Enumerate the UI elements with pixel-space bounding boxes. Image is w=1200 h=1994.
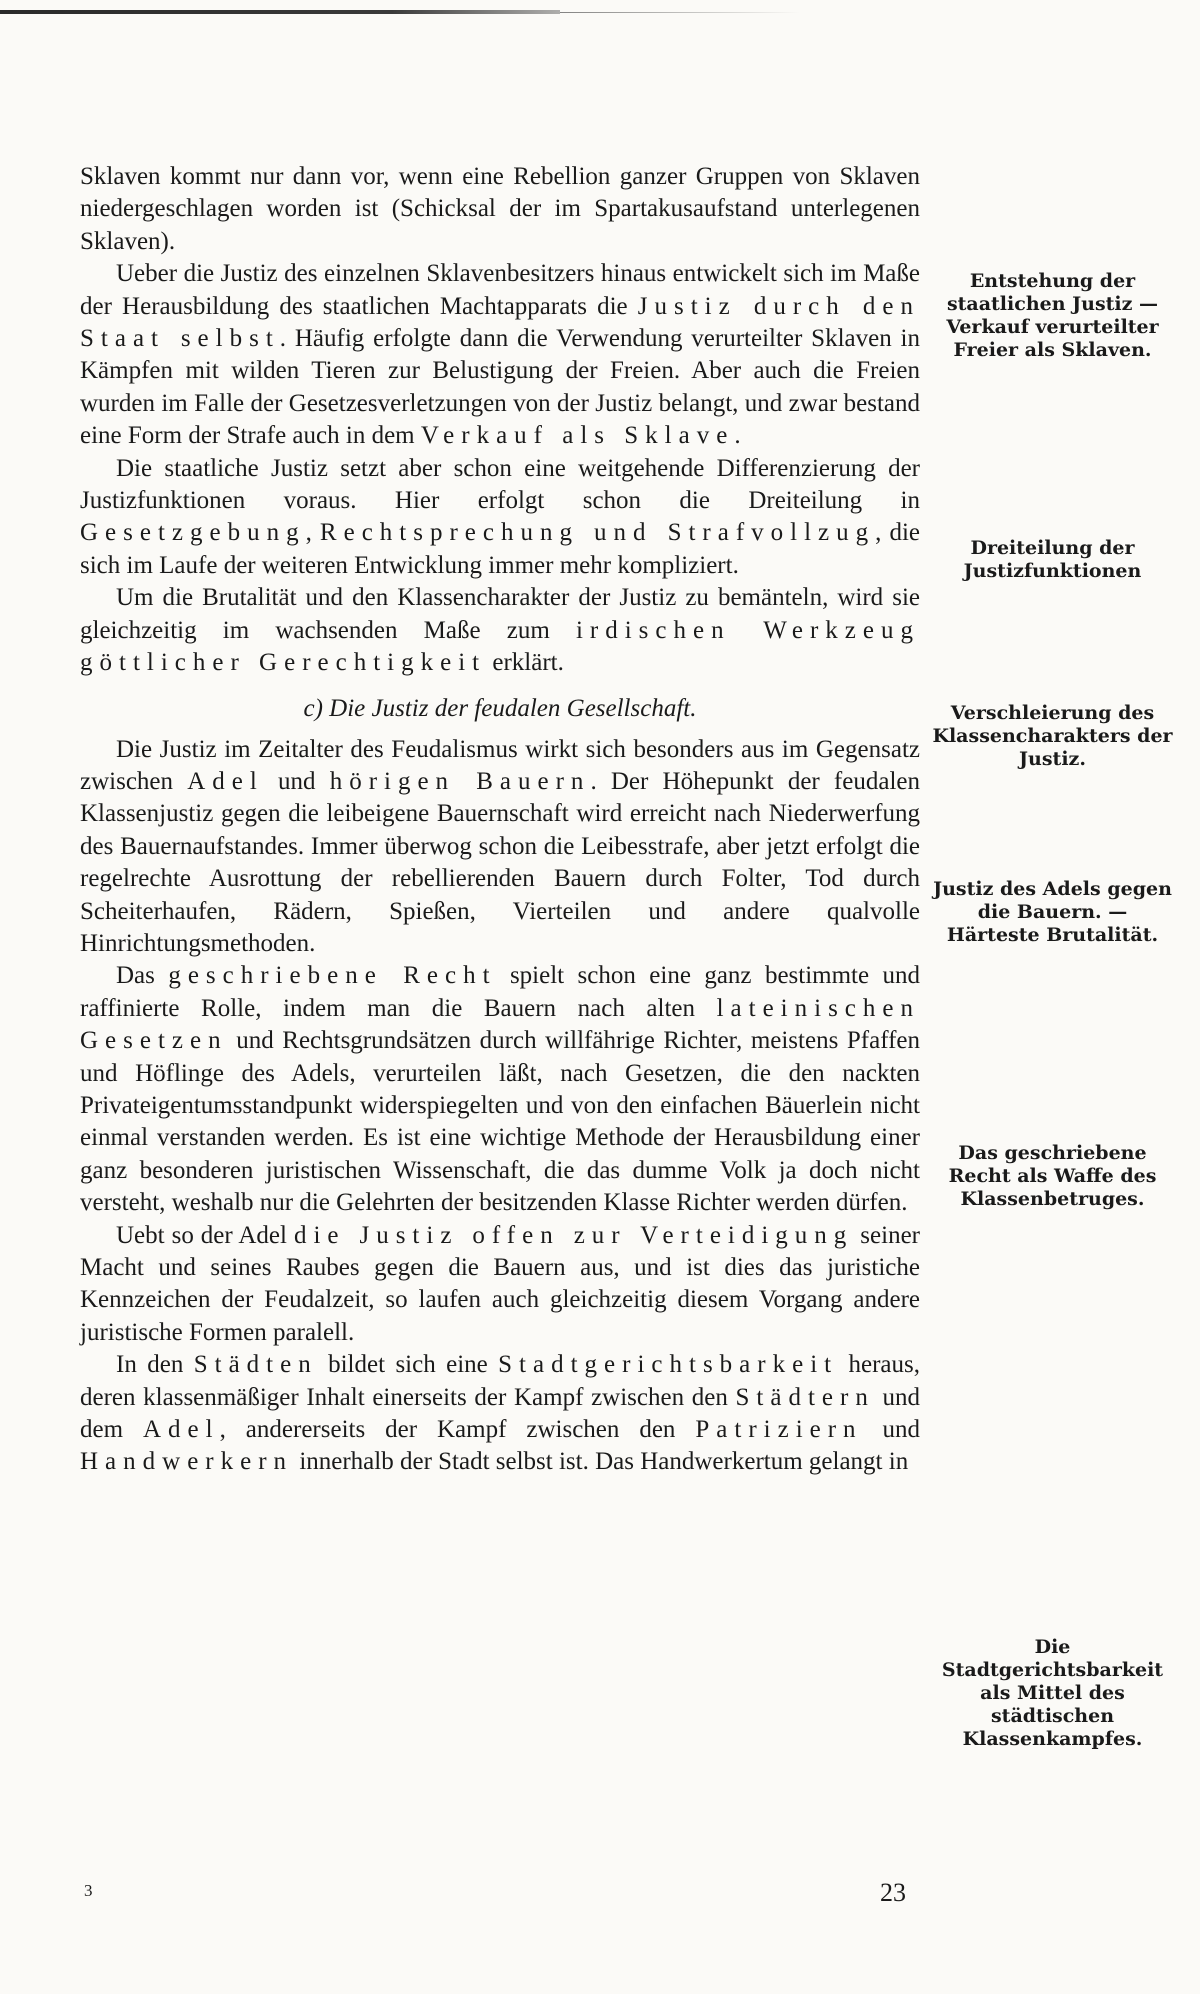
paragraph-staatliche-justiz: Ueber die Justiz des einzelnen Sklavenbesitzers hinaus entwickelt sich im Maße der Herausbildung des staatlichen Machtapparats die Justiz durch den Staat selbst. Häufig erfolgte dann die Verwendung verurteilter Sklaven in Kämpfen mit wilden Tieren zur Belustigung der Freien. Aber auch die Freien wurden im Falle der Gesetzesverletzungen von der Justiz belangt, und zwar bestand eine Form der Strafe auch in dem Verkauf als Sklave. <box>80 260 920 450</box>
paragraph-geschriebenes-recht: Das geschriebene Recht spielt schon eine ganz bestimmte und raffinierte Rolle, indem man die Bauern nach alten lateinischen Gesetzen und Rechtsgrundsätzen durch willfährige Richter, meistens Pfaffen und Höflinge des Adels, verurteilen läßt, nach Gesetzen, die den nackten Privateigentumsstandpunkt widerspiegelten und von den einfachen Bäuerlein nicht einmal verstanden werden. Es ist eine wichtige Methode der Herausbildung einer ganz besonderen juristischen Wissenschaft, die das dumme Volk ja doch nicht versteht, weshalb nur die Gelehrten der besitzenden Klasse Richter werden dürfen. <box>80 962 921 1217</box>
margin-note-stadtgericht: Die Stadtgerichtsbarkeit als Mittel des städtischen Klassenkampfes. <box>941 1636 1164 1750</box>
margin-note-adel-bauern: Justiz des Adels gegen die Bauern. — Härteste Brutalität. <box>933 878 1172 946</box>
spaced-emphasis: Städten <box>193 1351 318 1379</box>
margin-note-verschleierung: Verschleierung des Klassencharakters der Justiz. <box>932 702 1173 770</box>
paragraph-feudale-justiz: Die Justiz im Zeitalter des Feudalismus wirkt sich besonders aus im Gegensatz zwischen Adel und hörigen Bauern. Der Höhepunkt der feudalen Klassenjustiz gegen die leibeigene Bauernschaft wird erreicht nach Niederwerfung des Bauernaufstandes. Immer überwog schon die Leibesstrafe, aber jetzt erfolgt die regelrechte Ausrottung der rebellierenden Bauern durch Folter, Tod durch Scheiterhaufen, Rädern, Spießen, Vierteilen und andere qualvolle Hinrichtungsmethoden. <box>80 735 920 957</box>
paragraph-stadtgerichtsbarkeit: In den Städten bildet sich eine Stadtgerichtsbarkeit heraus, deren klassenmäßiger Inhalt einerseits der Kampf zwischen den Städtern und dem Adel, andererseits der Kampf zwischen den Patriziern und Handwerkern innerhalb der Stadt selbst ist. Das Handwerkertum gelangt in <box>80 1351 921 1476</box>
margin-note-geschriebenes-recht: Das geschriebene Recht als Waffe des Klassenbetruges. <box>948 1142 1157 1210</box>
paragraph-sklaven-rebellion: Sklaven kommt nur dann vor, wenn eine Rebellion ganzer Gruppen von Sklaven niedergeschlagen worden ist (Schicksal der im Spartakusaufstand unterlegenen Sklaven). <box>80 163 920 255</box>
signature-mark: 3 <box>84 1881 93 1900</box>
spaced-emphasis: Adel <box>187 767 264 795</box>
margin-note-entstehung: Entstehung der staatlichen Justiz — Verkauf verurteilter Freier als Sklaven. <box>946 270 1159 361</box>
paragraph-dreiteilung: Die staatliche Justiz setzt aber schon eine weitgehende Differenzierung der Justizfunktionen voraus. Hier erfolgt schon die Dreiteilung in Gesetzgebung, Rechtsprechung und Strafvollzug, die sich im Laufe der weiteren Entwicklung immer mehr kompliziert. <box>80 454 920 579</box>
spaced-emphasis: Städtern <box>735 1383 875 1411</box>
top-edge-rule-fade <box>560 12 800 13</box>
spaced-emphasis: hörigen Bauern <box>329 767 591 795</box>
page-number: 23 <box>880 1878 906 1907</box>
spaced-emphasis: Gesetzgebung <box>80 519 306 547</box>
paragraph-verschleierung: Um die Brutalität und den Klassencharakter der Justiz zu bemänteln, wird sie gleichzeitig im wachsenden Maße zum irdischen Werkzeug göttlicher Gerechtigkeit erklärt. <box>80 584 920 677</box>
margin-note-dreiteilung: Dreiteilung der Justizfunktionen <box>963 537 1142 582</box>
spaced-emphasis: Rechtsprechung und Strafvollzug <box>319 519 876 547</box>
spaced-emphasis: geschriebene Recht <box>168 962 497 990</box>
spaced-emphasis: Verkauf als Sklave <box>420 422 735 450</box>
spaced-emphasis: Stadtgerichtsbarkeit <box>498 1351 839 1379</box>
spaced-emphasis: die Justiz offen zur Verteidigung <box>293 1221 854 1249</box>
top-edge-rule <box>0 10 560 14</box>
spaced-emphasis: Handwerkern <box>80 1448 294 1476</box>
spaced-emphasis: irdischen Werkzeug göttlicher Gerechtigkeit <box>80 616 920 677</box>
spaced-emphasis: lateinischen Gesetzen <box>80 994 920 1055</box>
spaced-emphasis: Justiz durch den Staat selbst <box>80 292 920 353</box>
section-heading: c) Die Justiz der feudalen Gesellschaft. <box>303 694 697 722</box>
spaced-emphasis: Adel <box>143 1416 220 1444</box>
spaced-emphasis: Patriziern <box>695 1416 863 1444</box>
paragraph-adel-verteidigung: Uebt so der Adel die Justiz offen zur Verteidigung seiner Macht und seines Raubes gegen die Bauern aus, und ist dies das juristiche Kennzeichen der Feudalzeit, so laufen auch gleichzeitig diesem Vorgang andere juristische Formen paralell. <box>80 1221 920 1346</box>
main-text-column <box>80 161 920 1479</box>
